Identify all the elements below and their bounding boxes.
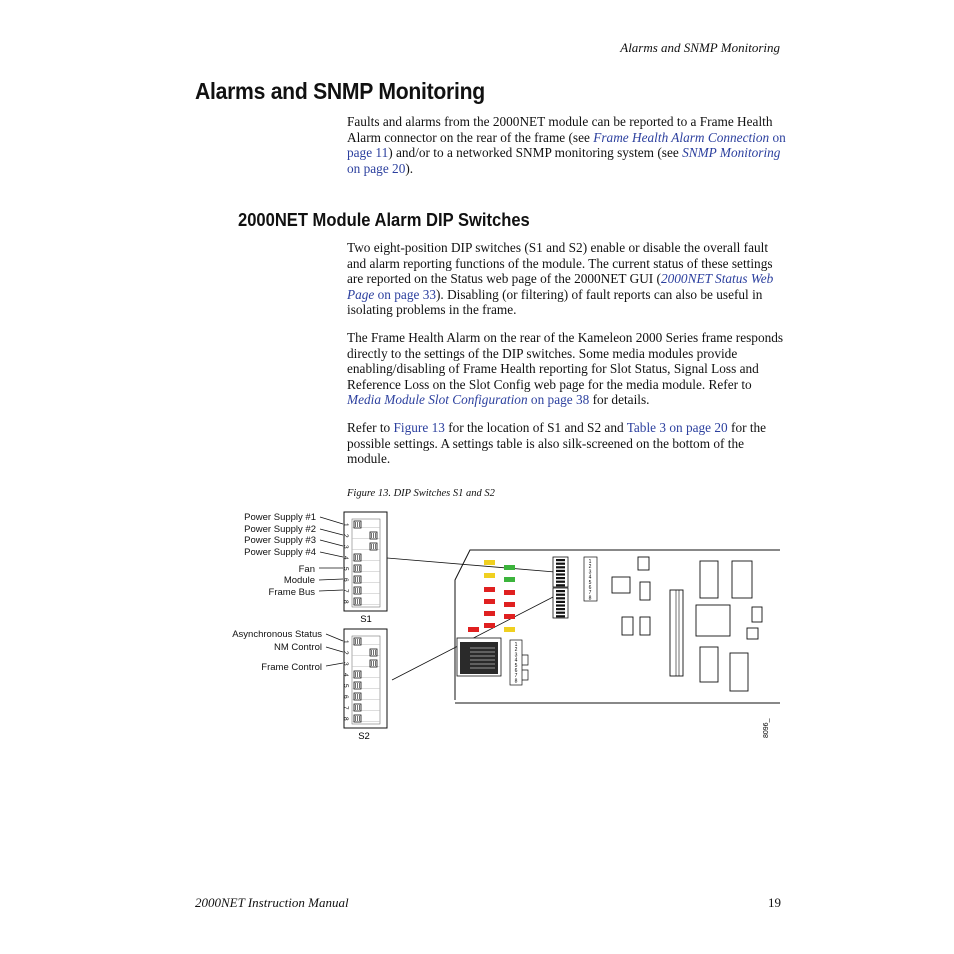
board-switch-number: 6	[514, 668, 518, 674]
s1-label: Module	[283, 575, 315, 586]
s1-switch-number: 2	[342, 534, 349, 538]
board-dip-key	[556, 584, 565, 586]
link-frame-health-alarm-page[interactable]: on page 11	[347, 129, 786, 161]
board-switch-number: 1	[588, 559, 592, 565]
board-switch-number: 5	[514, 662, 518, 669]
s1-switch-number: 1	[342, 523, 349, 527]
s1-name: S1	[360, 614, 372, 625]
led-red	[484, 599, 495, 604]
board-switch-number: 1	[514, 642, 518, 648]
figure-id: 8096_	[763, 718, 770, 738]
intro-paragraph: Faults and alarms from the 2000NET module can be reported to a Frame Health Alarm connector on the rear of the frame (see Frame Health Alarm Connection on page 11) and/or to a networked SNMP monitoring system (see SNMP Monitoring on page 20).	[347, 114, 786, 176]
board-dip-key	[556, 573, 565, 575]
s2-switch-number: 3	[342, 662, 349, 666]
link-status-web-page-page[interactable]: on page 33	[374, 286, 436, 302]
board-dip-key	[556, 612, 565, 614]
led-red	[484, 623, 495, 628]
board-switch-number: 2	[514, 647, 518, 654]
link-figure-13[interactable]: Figure 13	[393, 420, 445, 435]
board-components	[612, 557, 762, 691]
led-green	[504, 577, 515, 582]
board-dip-key	[556, 594, 565, 596]
link-snmp-monitoring-page[interactable]: on page 20	[347, 160, 406, 176]
dip-paragraph-2: The Frame Health Alarm on the rear of the Kameleon 2000 Series frame responds directly to the settings of the DIP switches. Some media modules provide enabling/disabling of Frame Health reporting for Slot Status, Signal Loss and Reference Loss on the Slot Config web page for the media module. Refer to Media Module Slot Configuration on page 38 for details.	[347, 330, 784, 408]
led-red	[484, 587, 495, 592]
s2-name: S2	[358, 731, 370, 742]
board-dip-key	[556, 559, 565, 561]
led-red	[504, 602, 515, 607]
board-dip-switch-s1	[553, 557, 568, 587]
s1-switch-number: 3	[342, 545, 349, 549]
s2-label: Asynchronous Status	[232, 629, 322, 640]
section-title: Alarms and SNMP Monitoring	[195, 78, 485, 104]
footer-manual-title: 2000NET Instruction Manual	[195, 895, 349, 910]
led-red	[504, 614, 515, 619]
board-dip-key	[556, 604, 565, 606]
figure-caption: Figure 13. DIP Switches S1 and S2	[347, 488, 495, 499]
board-switch-number: 8	[588, 595, 592, 602]
dip-paragraph-1: Two eight-position DIP switches (S1 and S2) enable or disable the overall fault and alarm reporting functions of the module. The current status of these settings are reported on the Status web page of the 2000NET GUI (2000NET Status Web Page on page 33). Disabling (or filtering) of fault reports can also be useful in isolating problems in the frame.	[347, 240, 774, 318]
link-snmp-monitoring[interactable]: SNMP Monitoring	[682, 145, 781, 161]
board-dip-key	[556, 601, 565, 603]
led-column-right	[504, 565, 515, 632]
s1-switch-number: 7	[342, 589, 349, 593]
board-dip-key	[556, 597, 565, 599]
board-switch-number: 6	[588, 585, 592, 591]
board-dip-key	[556, 590, 565, 592]
s1-switch-number: 8	[342, 600, 349, 604]
s1-label: Fan	[298, 564, 315, 575]
s2-switch-number: 6	[342, 695, 349, 699]
led-column-left	[468, 560, 495, 632]
s1-label: Power Supply #3	[244, 535, 316, 546]
led-green	[504, 565, 515, 570]
board-switch-number: 4	[588, 574, 592, 581]
board-switch-number: 7	[514, 673, 518, 680]
board-dip-key	[556, 566, 565, 568]
board-dip-key	[556, 581, 565, 583]
board-switch-number: 3	[588, 569, 592, 576]
s2-switch-number: 1	[342, 640, 349, 644]
dip-paragraph-3: Refer to Figure 13 for the location of S1 and S2 and Table 3 on page 20 for the possible settings. A settings table is also silk-screened on the bottom of the module.	[347, 420, 767, 467]
s1-label: Power Supply #2	[244, 524, 316, 535]
s1-switch-number: 4	[342, 556, 349, 560]
s2-switch-number: 4	[342, 673, 349, 677]
board-switch-number: 8	[514, 678, 518, 685]
board-dip-key	[556, 615, 565, 617]
link-slot-configuration[interactable]: Media Module Slot Configuration	[347, 392, 528, 408]
board-dip-key	[556, 608, 565, 610]
s1-switch-number: 5	[342, 567, 349, 571]
board-dip-switch-s2	[553, 588, 568, 618]
board-switch-number: 3	[514, 652, 518, 659]
led-yellow	[484, 560, 495, 565]
s1-label: Power Supply #4	[244, 547, 316, 558]
board-switch-number: 5	[588, 579, 592, 586]
s2-switch-number: 5	[342, 684, 349, 688]
s2-switch-number: 7	[342, 706, 349, 710]
s2-label: NM Control	[273, 642, 322, 653]
link-status-web-page[interactable]: 2000NET Status Web Page	[347, 271, 774, 302]
led-yellow	[504, 627, 515, 632]
board-dip-key	[556, 577, 565, 579]
link-frame-health-alarm[interactable]: Frame Health Alarm Connection	[593, 129, 770, 145]
s1-label: Frame Bus	[268, 587, 315, 598]
board-dip-key	[556, 563, 565, 565]
board-dip-key	[556, 570, 565, 572]
led-red	[468, 627, 479, 632]
led-yellow	[484, 573, 495, 578]
s1-switch-number: 6	[342, 578, 349, 582]
link-slot-configuration-page[interactable]: on page 38	[527, 392, 590, 408]
s2-switch-number: 2	[342, 651, 349, 655]
link-table-3[interactable]: Table 3 on page 20	[626, 420, 728, 435]
s2-label: Frame Control	[261, 662, 322, 673]
footer-page-number: 19	[768, 895, 781, 910]
board-switch-number: 2	[588, 564, 592, 571]
running-header: Alarms and SNMP Monitoring	[620, 40, 780, 55]
s1-label: Power Supply #1	[244, 512, 316, 523]
led-red	[504, 590, 515, 595]
board-switch-number: 4	[514, 657, 518, 664]
board-switch-number: 7	[588, 590, 592, 597]
led-red	[484, 611, 495, 616]
subsection-title: 2000NET Module Alarm DIP Switches	[238, 210, 530, 230]
s2-switch-number: 8	[342, 717, 349, 721]
